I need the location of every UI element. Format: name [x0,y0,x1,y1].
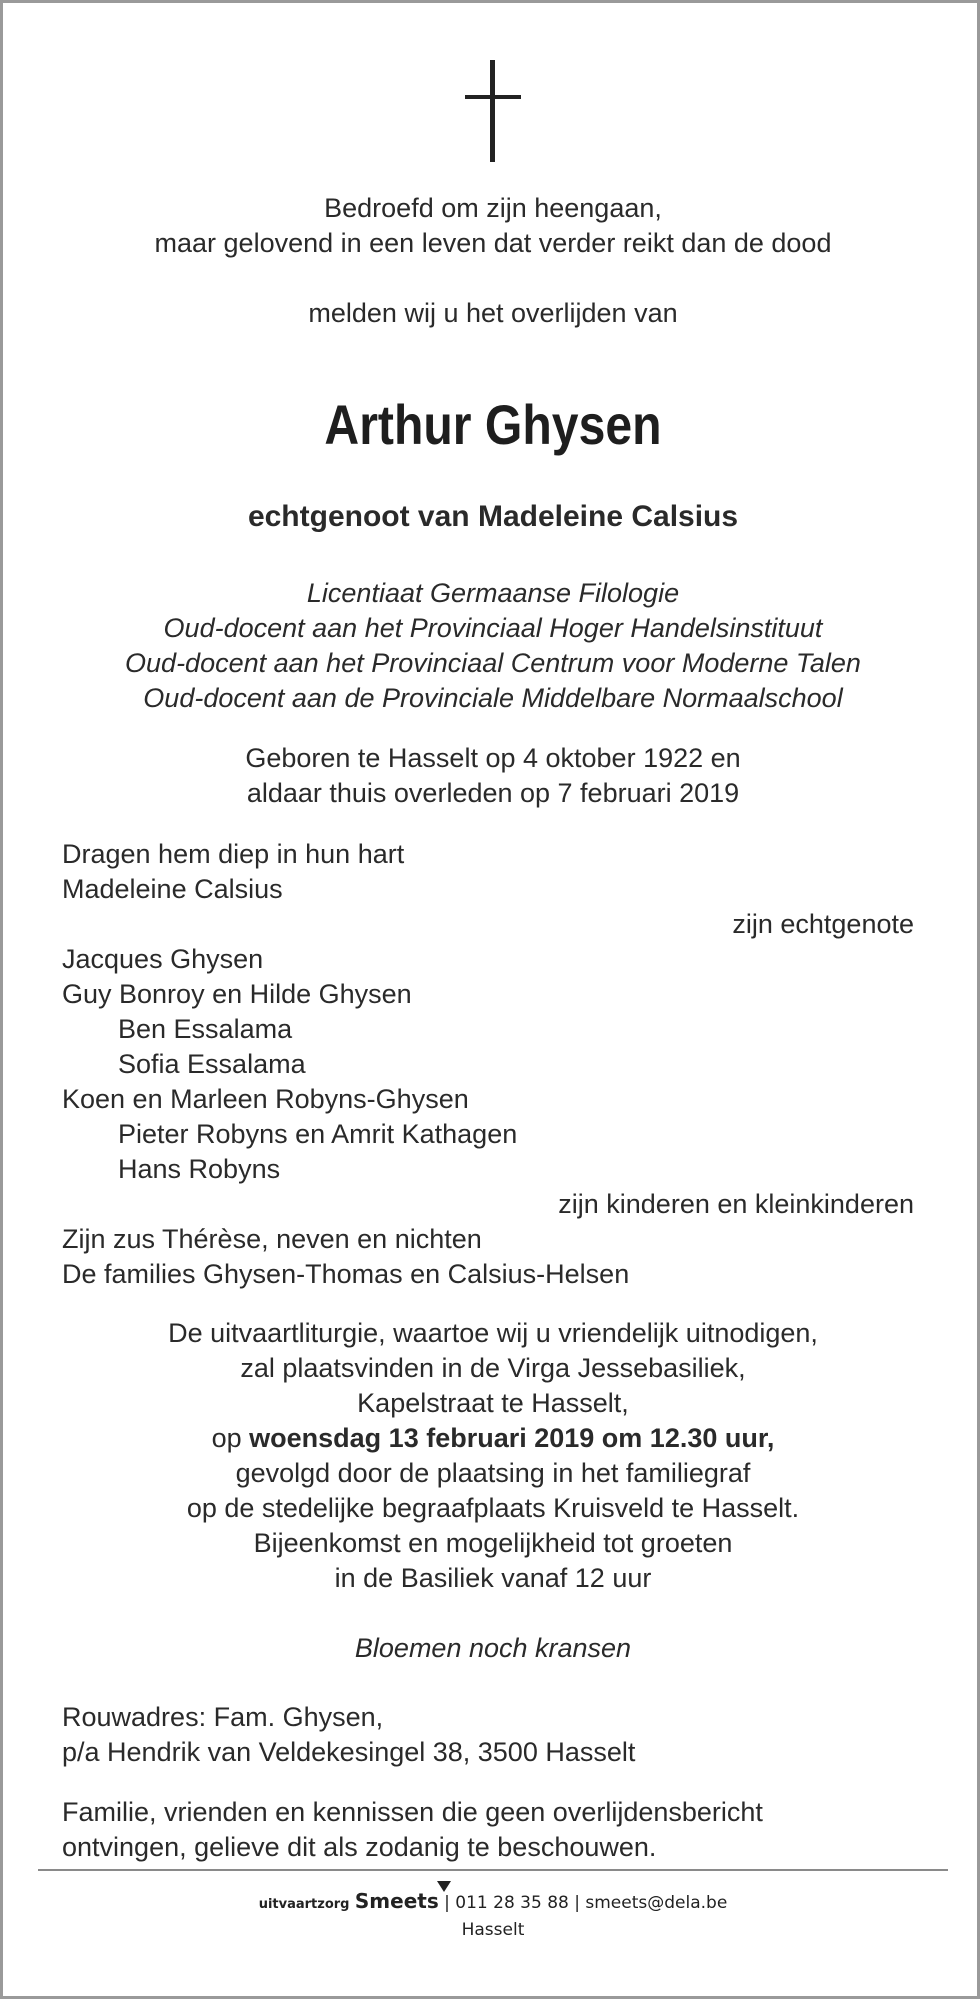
title-line: Licentiaat Germaanse Filologie [306,578,680,608]
funeral-line: op de stedelijke begraafplaats Kruisveld te Hasselt. [186,1493,800,1523]
funeral-line: gevolgd door de plaatsing in het familiegraf [235,1458,751,1488]
divider [38,1869,948,1871]
brand-logo [355,1889,439,1913]
mourner-name: Zijn zus Thérèse, neven en nichten [62,1224,482,1254]
funeral-date-prefix: op [211,1423,242,1453]
address-line: p/a Hendrik van Veldekesingel 38, 3500 Hasselt [62,1737,636,1767]
mourner-role: zijn kinderen en kleinkinderen [558,1189,914,1219]
flowers-note: Bloemen noch kransen [354,1633,632,1663]
footer-city: Hasselt [461,1920,525,1940]
contact-info: | 011 28 35 88 | smeets@dela.be [444,1893,728,1913]
funeral-line: in de Basiliek vanaf 12 uur [334,1563,652,1593]
mourner-name: Pieter Robyns en Amrit Kathagen [118,1119,518,1149]
brand-prefix: uitvaartzorg [258,1897,350,1912]
mourner-name: Madeleine Calsius [62,874,283,904]
cross-icon [465,60,521,162]
intro-line-3: melden wij u het overlijden van [308,298,678,328]
funeral-line: De uitvaartliturgie, waartoe wij u vriendelijk uitnodigen, [168,1318,818,1348]
mourner-name: De families Ghysen-Thomas en Calsius-Helsen [62,1259,630,1289]
intro-line-1: Bedroefd om zijn heengaan, [324,193,662,223]
death-line: aldaar thuis overleden op 7 februari 2019 [246,778,740,808]
mourner-name: Koen en Marleen Robyns-Ghysen [62,1084,469,1114]
mourner-name: Jacques Ghysen [62,944,264,974]
funeral-line: Bijeenkomst en mogelijkheid tot groeten [253,1528,733,1558]
funeral-date-line [3,1421,980,1456]
title-line: Oud-docent aan het Provinciaal Centrum voor Moderne Talen [125,648,861,678]
deceased-name: Arthur Ghysen [324,393,662,456]
mourner-name: Ben Essalama [118,1014,293,1044]
triangle-icon [437,1881,451,1892]
mourner-name: Hans Robyns [118,1154,281,1184]
funeral-line: Kapelstraat te Hasselt, [357,1388,629,1418]
notice-line: Familie, vrienden en kennissen die geen overlijdensbericht [62,1797,763,1827]
funeral-date: woensdag 13 februari 2019 om 12.30 uur, [249,1423,775,1453]
mourner-name: Sofia Essalama [118,1049,306,1079]
spouse-line: echtgenoot van Madeleine Calsius [247,500,739,533]
birth-line: Geboren te Hasselt op 4 oktober 1922 en [245,743,741,773]
address-line: Rouwadres: Fam. Ghysen, [62,1702,384,1732]
title-line: Oud-docent aan het Provinciaal Hoger Handelsinstituut [163,613,823,643]
intro-line-2: maar gelovend in een leven dat verder reikt dan de dood [154,228,832,258]
mourner-name: Guy Bonroy en Hilde Ghysen [62,979,412,1009]
footer-brand-row [3,1883,980,1919]
footer [3,1883,980,1941]
mourners-intro: Dragen hem diep in hun hart [62,839,405,869]
title-line: Oud-docent aan de Provinciale Middelbare Normaalschool [143,683,843,713]
notice-line: ontvingen, gelieve dit als zodanig te beschouwen. [62,1832,657,1862]
mourner-role: zijn echtgenote [732,909,914,939]
brand-name: Smeets [354,1889,439,1913]
funeral-line: zal plaatsvinden in de Virga Jessebasiliek, [240,1353,746,1383]
